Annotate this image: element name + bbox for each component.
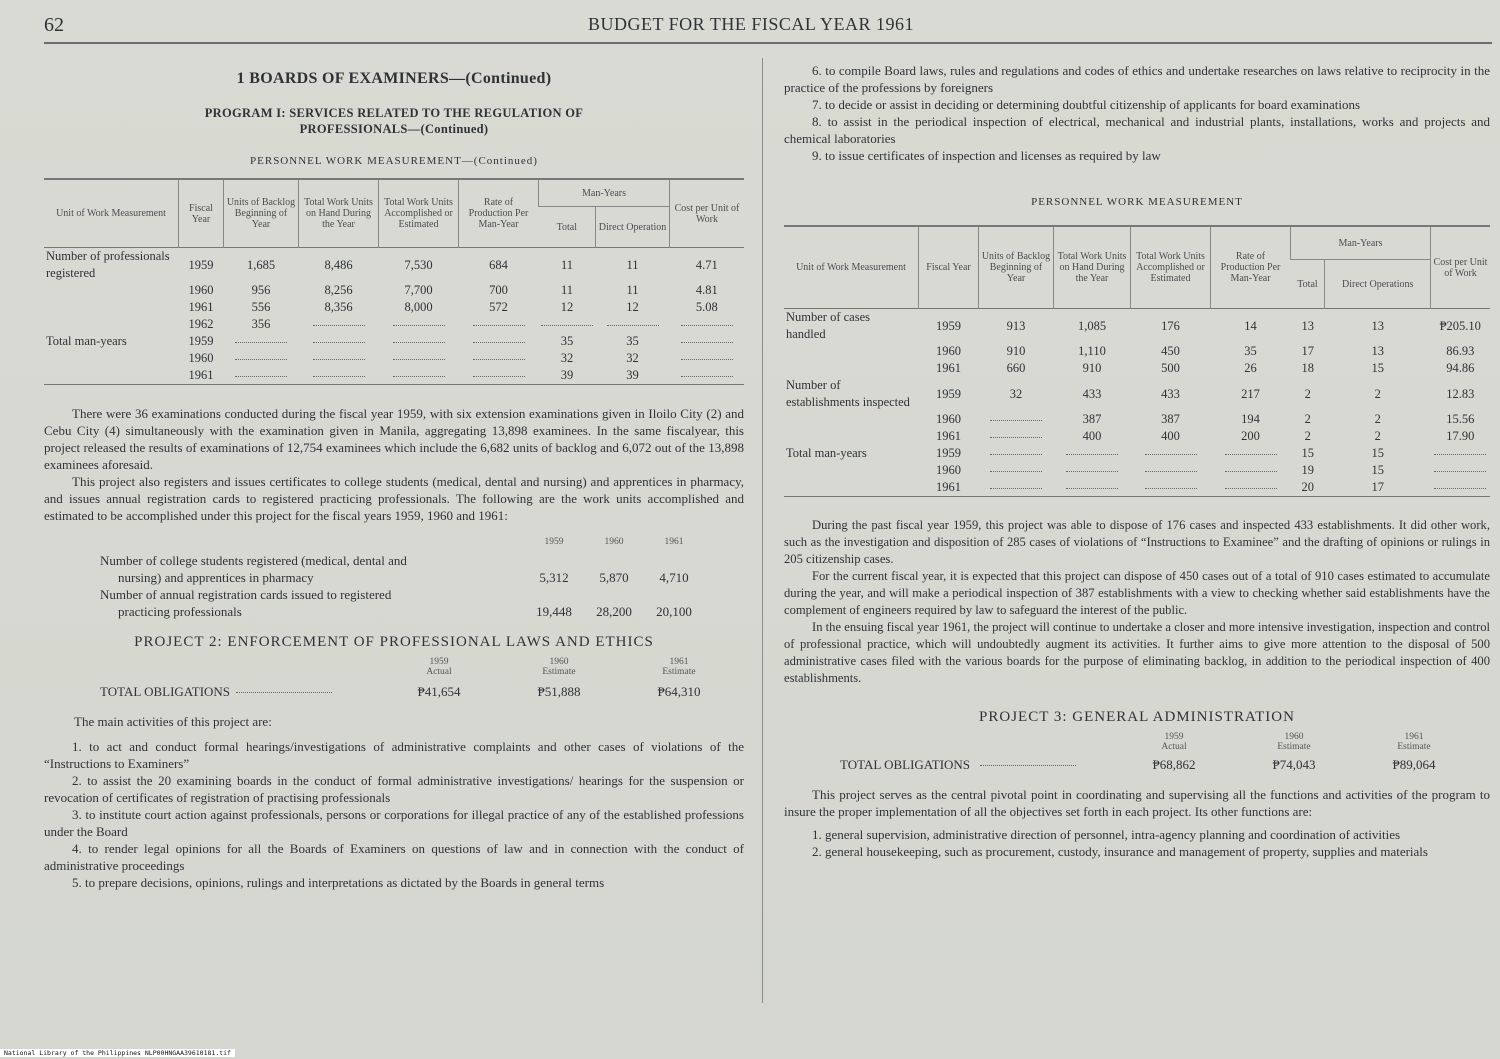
leader-dots: [473, 358, 525, 360]
on_hand-cell: 400: [1082, 429, 1102, 443]
units-year: 1961: [664, 537, 684, 547]
leader-dots: [235, 341, 287, 343]
rate-cell: [1211, 462, 1291, 479]
total-cell: 2: [1304, 386, 1311, 401]
backlog-cell: 32: [1009, 386, 1023, 401]
right-table-title: PERSONNEL WORK MEASUREMENT: [1031, 196, 1243, 208]
table-row: [784, 377, 1490, 411]
on_hand-cell: [299, 367, 379, 385]
leader-dots: [1066, 487, 1118, 489]
cost-cell: [1431, 462, 1491, 479]
year-cell: 1959: [936, 386, 961, 401]
paragraph: In the ensuing fiscal year 1961, the project will continue to undertake a closer and more intensive investigation, inspection and control of professional practice, which will undoubtedly augment its activities. It further aims to give more attention to the disposal of 500 administrative cases filed with the various boards for the purpose of eliminating backlog, in addition to the periodical inspection of 400 establishments.: [784, 620, 1490, 685]
direct-cell: 15: [1371, 361, 1384, 375]
on_hand-cell: 8,256: [324, 283, 353, 297]
total-cell: 2: [1304, 429, 1311, 443]
backlog-cell: 910: [1006, 344, 1026, 358]
unit-cell: [784, 428, 919, 445]
year-cell: 1961: [936, 361, 961, 375]
backlog-cell: 1,685: [246, 257, 276, 272]
leader-dots: [393, 375, 445, 377]
project3-obligations: 1959 Actual 1960 Estimate 1961 Estimate TOTAL OBLIGATIONS ₱68,862 ₱74,043 ₱89,064: [840, 732, 1436, 772]
on_hand-cell: 433: [1082, 386, 1102, 401]
cost-cell: [670, 350, 745, 367]
leader-dots: [681, 375, 733, 377]
direct-cell: 15: [1371, 463, 1384, 477]
column-divider: [762, 58, 763, 1003]
on_hand-cell: 387: [1082, 412, 1102, 426]
header-rule: [44, 42, 1492, 44]
rate-cell: [459, 367, 539, 385]
rate-cell: [459, 350, 539, 367]
year-cell: 1961: [188, 300, 214, 314]
rate-cell: 700: [489, 283, 508, 297]
list-item: 8. to assist in the periodical inspection of electrical, mechanical and industrial plants, installations, works and projects and chemical laboratories: [784, 114, 1490, 146]
rate-cell: 35: [1244, 344, 1257, 358]
unit-cell: Number of cases handled: [786, 310, 870, 341]
paragraph: During the past fiscal year 1959, this project was able to dispose of 176 cases and inspected 433 establishments. It did other work, such as the investigation and disposition of 285 cases of violations of “Instructions to Examinee” and the drafting of opinions or rulings in 205 citizenship cases.: [784, 518, 1490, 566]
total-cell: 35: [560, 334, 574, 348]
total-cell: 32: [560, 351, 574, 365]
leader-dots: [393, 358, 445, 360]
unit-cell: [784, 343, 919, 360]
cost-cell: ₱205.10: [1439, 318, 1481, 333]
paragraph: This project also registers and issues certificates to college students (medical, dental and nursing) and apprentices in pharmacy, and issues annual registration cards to registered practicing professionals. The following are the work units accomplished and estimated to be accomplished under this project for the fiscal years 1959, 1960 and 1961:: [44, 474, 744, 523]
rate-cell: 194: [1241, 412, 1260, 426]
accomplished-cell: 500: [1161, 361, 1180, 375]
leader-dots: [1145, 453, 1197, 455]
backlog-cell: 660: [1006, 361, 1026, 375]
backlog-cell: 913: [1006, 318, 1026, 333]
table-row: [44, 316, 744, 333]
unit-cell: [44, 350, 179, 367]
leader-dots: [1225, 453, 1277, 455]
on_hand-cell: [299, 333, 379, 350]
backlog-cell: 956: [251, 283, 271, 297]
unit-cell: Number of professionals registered: [46, 249, 170, 280]
leader-dots: [1225, 487, 1277, 489]
year-cell: 1959: [936, 446, 961, 460]
list-item: 3. to institute court action against professionals, persons or corporations for illegal practice of any of the established professions under the Board: [44, 807, 744, 839]
accomplished-cell: [379, 367, 459, 385]
total-cell: 12: [560, 300, 574, 314]
leader-dots: [990, 470, 1042, 472]
on_hand-cell: 1,110: [1078, 344, 1106, 358]
leader-dots: [1434, 453, 1486, 455]
rate-cell: 26: [1244, 361, 1257, 375]
unit-cell: [784, 411, 919, 428]
accomplished-cell: 7,700: [404, 283, 433, 297]
year-cell: 1960: [188, 351, 214, 365]
total-cell: 13: [1301, 318, 1314, 333]
cost-cell: 4.71: [695, 257, 718, 272]
leader-dots: [235, 375, 287, 377]
activities-list: [44, 738, 744, 891]
cost-cell: [670, 367, 745, 385]
direct-cell: 17: [1371, 480, 1384, 494]
year-cell: 1960: [936, 344, 961, 358]
units-year: 1960: [604, 537, 624, 547]
total-cell: 18: [1301, 361, 1314, 375]
unit-cell: [44, 299, 179, 316]
year-cell: 1961: [188, 368, 214, 382]
leader-dots: [681, 358, 733, 360]
accomplished-cell: 7,530: [404, 257, 433, 272]
table-row: [44, 282, 744, 299]
cost-cell: 4.81: [695, 283, 718, 297]
total-cell: 2: [1304, 412, 1311, 426]
list-item: 1. general supervision, administrative direction of personnel, intra-agency planning and coordination of activities: [812, 827, 1401, 842]
page-number: 62: [44, 14, 64, 36]
obligations-label: TOTAL OBLIGATIONS: [840, 757, 971, 772]
leader-dots: [1145, 470, 1197, 472]
table-row: [44, 333, 744, 350]
paragraph: There were 36 examinations conducted during the fiscal year 1959, with six extension examinations given in Iloilo City (2) and Cebu City (4) simultaneously with the examination given in Manila, aggregating 13,898 examinees. In the same fiscalyear, this project released the results of examinations of 12,754 examinees which include the 6,682 units of backlog and 6,072 out of the 13,898 examinees aforesaid.: [44, 406, 744, 472]
leader-dots: [990, 436, 1042, 438]
right-work-table: Unit of Work Measurement Fiscal Year Units of Backlog Beginning of Year Total Work Units on Hand During the Year Total Work Units Accomplished or Estimated Rate of Production Per Man-Year Man-Years Cost per Unit of Work Total Direct Operations Number of cases handled 1959 913 1,085 176 14 13 13 ₱205.10 1960 910 1,110 450 35 17 13 86.93 1961 660 910 500 26 18 15 94.86 Number of establishments inspected 1959 32 433 433 217 2 2 12.83 1960 387 387 194 2 2 15.56 1961 400 400 200 2 2 17.90 Total man-years 1959 15 15 1960 19 15 1961 20 17: [784, 225, 1490, 497]
unit-cell: Total man-years: [46, 334, 127, 348]
leader-dots: [607, 324, 659, 326]
accomplished-cell: 400: [1161, 429, 1180, 443]
direct-cell: 15: [1371, 446, 1384, 460]
cost-cell: [670, 333, 745, 350]
table-row: [784, 445, 1490, 462]
list-item: 1. to act and conduct formal hearings/investigations of administrative complaints and other cases of violations of the “Instructions to Examiners”: [44, 739, 744, 771]
activities-list: [784, 62, 1490, 164]
rate-cell: [1211, 479, 1291, 497]
backlog-cell: [979, 462, 1054, 479]
paragraph: This project serves as the central pivotal point in coordinating and supervising all the functions and activities of the program to insure the proper implementation of all the objectives set forth in each project. Its other functions are:: [784, 787, 1490, 819]
rate-cell: 14: [1244, 318, 1257, 333]
page-title: BUDGET FOR THE FISCAL YEAR 1961: [588, 14, 915, 34]
total-cell: 11: [561, 283, 574, 297]
units-row: Number of college students registered (medical, dental and nursing) and apprentices in pharmacy Number of annual registration cards issued to registered practicing professionals: [100, 553, 407, 619]
direct-cell: 12: [626, 300, 639, 314]
cost-cell: [1431, 479, 1491, 497]
year-cell: 1959: [188, 257, 214, 272]
cost-cell: [670, 316, 745, 333]
on_hand-cell: [1054, 445, 1131, 462]
unit-cell: [44, 282, 179, 299]
rate-cell: [459, 333, 539, 350]
table-row: [784, 411, 1490, 428]
total-cell: 19: [1301, 463, 1314, 477]
section-title: 1 BOARDS OF EXAMINERS—(Continued): [236, 70, 552, 87]
table-row: [784, 479, 1490, 497]
project3-title: PROJECT 3: GENERAL ADMINISTRATION: [979, 709, 1295, 725]
direct-cell: 13: [1371, 344, 1384, 358]
year-cell: 1959: [936, 318, 961, 333]
direct-cell: 13: [1371, 318, 1384, 333]
cost-cell: 86.93: [1446, 344, 1475, 358]
backlog-cell: [224, 367, 299, 385]
unit-cell: [784, 479, 919, 497]
right-column: [784, 62, 1490, 860]
total-cell: 15: [1301, 446, 1314, 460]
year-cell: 1960: [936, 412, 961, 426]
total-cell: [539, 316, 596, 333]
backlog-cell: 356: [251, 317, 271, 331]
functions-list: [784, 826, 1490, 860]
table-row: [44, 350, 744, 367]
leader-dots: [990, 487, 1042, 489]
table-row: [44, 299, 744, 316]
cost-cell: 12.83: [1446, 386, 1475, 401]
on_hand-cell: 910: [1082, 361, 1102, 375]
year-cell: 1960: [188, 283, 214, 297]
left-column: [44, 68, 744, 891]
leader-dots: [990, 419, 1042, 421]
project2-title: PROJECT 2: ENFORCEMENT OF PROFESSIONAL LAWS AND ETHICS: [134, 634, 654, 650]
accomplished-cell: 450: [1161, 344, 1180, 358]
accomplished-cell: [1131, 462, 1211, 479]
direct-cell: 32: [626, 351, 639, 365]
unit-cell: [44, 367, 179, 385]
on_hand-cell: [1054, 479, 1131, 497]
total-cell: 17: [1301, 344, 1314, 358]
leader-dots: [313, 324, 365, 326]
rate-cell: 200: [1241, 429, 1260, 443]
leader-dots: [1225, 470, 1277, 472]
leader-dots: [313, 341, 365, 343]
leader-dots: [393, 341, 445, 343]
accomplished-cell: [379, 333, 459, 350]
cost-cell: 15.56: [1446, 412, 1475, 426]
accomplished-cell: 176: [1161, 318, 1180, 333]
leader-dots: [541, 324, 593, 326]
leader-dots: [473, 324, 525, 326]
unit-cell: [44, 316, 179, 333]
unit-cell: [784, 462, 919, 479]
year-cell: 1959: [188, 334, 214, 348]
activities-intro: The main activities of this project are:: [74, 714, 272, 729]
direct-cell: 35: [626, 334, 639, 348]
paragraph: For the current fiscal year, it is expected that this project can dispose of 450 cases out of a total of 910 cases estimated to accumulate during the year, and will make a periodical inspection of 387 establishments with a view to checking whether said establishments have the complement of engineers required by law to safeguard the interest of the public.: [784, 569, 1490, 617]
list-item: 6. to compile Board laws, rules and regulations and codes of ethics and undertake researches on laws relative to reciprocity in the practice of the professions by foreigners: [784, 63, 1490, 95]
table-row: [784, 309, 1490, 344]
leader-dots: [1066, 453, 1118, 455]
leader-dots: [313, 375, 365, 377]
direct-cell: [596, 316, 670, 333]
backlog-cell: [224, 333, 299, 350]
accomplished-cell: [379, 350, 459, 367]
direct-cell: 11: [626, 257, 639, 272]
on_hand-cell: [299, 350, 379, 367]
accomplished-cell: [1131, 479, 1211, 497]
cost-cell: [1431, 445, 1491, 462]
leader-dots: [1434, 470, 1486, 472]
list-item: 9. to issue certificates of inspection and licenses as required by law: [812, 148, 1161, 163]
year-cell: 1962: [188, 317, 214, 331]
table-row: [44, 367, 744, 385]
left-table-title: PERSONNEL WORK MEASUREMENT—(Continued): [250, 155, 538, 167]
program-title: PROGRAM I: SERVICES RELATED TO THE REGULATION OF PROFESSIONALS—(Continued): [204, 106, 584, 136]
backlog-cell: [979, 411, 1054, 428]
left-work-table: Unit of Work Measurement Fiscal Year Units of Backlog Beginning of Year Total Work Units on Hand During the Year Total Work Units Accomplished or Estimated Rate of Production Per Man-Year Man-Years Cost per Unit of Work Total Direct Operation Number of professionals registered 1959 1,685 8,486 7,530 684 11 11 4.71 1960 956 8,256 7,700 700 11 11 4.81 1961 556 8,356 8,000 572 12 12 5.08 1962 356 Total man-years 1959 35 35 1960 32 32 1961 39 39: [44, 178, 744, 385]
rate-cell: [459, 316, 539, 333]
list-item: 2. general housekeeping, such as procurement, custody, insurance and management of property, supplies and materials: [812, 844, 1428, 859]
scan-footer: National Library of the Philippines NLP00HNGAA39610181.tif: [0, 1049, 235, 1057]
cost-cell: 5.08: [695, 300, 718, 314]
backlog-cell: [979, 428, 1054, 445]
leader-dots: [681, 324, 733, 326]
table-row: [784, 428, 1490, 445]
accomplished-cell: [1131, 445, 1211, 462]
leader-dots: [393, 324, 445, 326]
unit-cell: Number of establishments inspected: [786, 378, 910, 409]
direct-cell: 2: [1374, 429, 1381, 443]
direct-cell: 39: [626, 368, 639, 382]
leader-dots: [990, 453, 1042, 455]
list-item: 2. to assist the 20 examining boards in the conduct of formal administrative investigations/ hearings for the suspension or revocation of certificates of registration of practising professionals: [44, 773, 744, 805]
on_hand-cell: [299, 316, 379, 333]
table-row: [784, 360, 1490, 377]
table-row: [44, 248, 744, 283]
units-year: 1959: [544, 537, 564, 547]
total-cell: 20: [1301, 480, 1314, 494]
year-cell: 1961: [936, 429, 961, 443]
project2-obligations: 1959 Actual 1960 Estimate 1961 Estimate TOTAL OBLIGATIONS ₱41,654 ₱51,888 ₱64,310: [100, 657, 701, 699]
leader-dots: [681, 341, 733, 343]
rate-cell: [1211, 445, 1291, 462]
left-table-body: [44, 248, 744, 385]
backlog-cell: [979, 445, 1054, 462]
rate-cell: 217: [1241, 386, 1260, 401]
on_hand-cell: 1,085: [1077, 318, 1107, 333]
leader-dots: [1066, 470, 1118, 472]
direct-cell: 2: [1374, 386, 1381, 401]
accomplished-cell: 387: [1161, 412, 1180, 426]
backlog-cell: [224, 350, 299, 367]
backlog-cell: [979, 479, 1054, 497]
unit-cell: Total man-years: [786, 446, 867, 460]
table-row: [784, 343, 1490, 360]
backlog-cell: 556: [251, 300, 271, 314]
accomplished-cell: 8,000: [404, 300, 433, 314]
leader-dots: [1145, 487, 1197, 489]
total-cell: 11: [561, 257, 574, 272]
obligations-label: TOTAL OBLIGATIONS: [100, 684, 231, 699]
cost-cell: 17.90: [1446, 429, 1475, 443]
table-row: [784, 462, 1490, 479]
year-cell: 1960: [936, 463, 961, 477]
leader-dots: [473, 341, 525, 343]
cost-cell: 94.86: [1446, 361, 1475, 375]
accomplished-cell: 433: [1161, 386, 1180, 401]
year-cell: 1961: [936, 480, 961, 494]
list-item: 5. to prepare decisions, opinions, rulings and interpretations as dictated by the Boards in general terms: [72, 875, 605, 890]
rate-cell: 572: [489, 300, 508, 314]
on_hand-cell: 8,356: [324, 300, 353, 314]
unit-cell: [784, 360, 919, 377]
leader-dots: [313, 358, 365, 360]
units-table: 1959 1960 1961 Number of college students registered (medical, dental and nursing) and apprentices in pharmacy Number of annual registration cards issued to registered practicing professionals 5,312 5,870 4,710 19,448 28,200 20,100: [44, 534, 744, 622]
leader-dots: [1434, 487, 1486, 489]
list-item: 4. to render legal opinions for all the Boards of Examiners on questions of law and in connection with the conduct of administrative proceedings: [44, 841, 744, 873]
accomplished-cell: [379, 316, 459, 333]
rate-cell: 684: [489, 257, 508, 272]
list-item: 7. to decide or assist in deciding or determining doubtful citizenship of applicants for board examinations: [812, 97, 1361, 112]
leader-dots: [473, 375, 525, 377]
on_hand-cell: 8,486: [324, 257, 353, 272]
right-table-body: [784, 309, 1490, 497]
leader-dots: [235, 358, 287, 360]
direct-cell: 11: [626, 283, 639, 297]
on_hand-cell: [1054, 462, 1131, 479]
total-cell: 39: [560, 368, 574, 382]
direct-cell: 2: [1374, 412, 1381, 426]
